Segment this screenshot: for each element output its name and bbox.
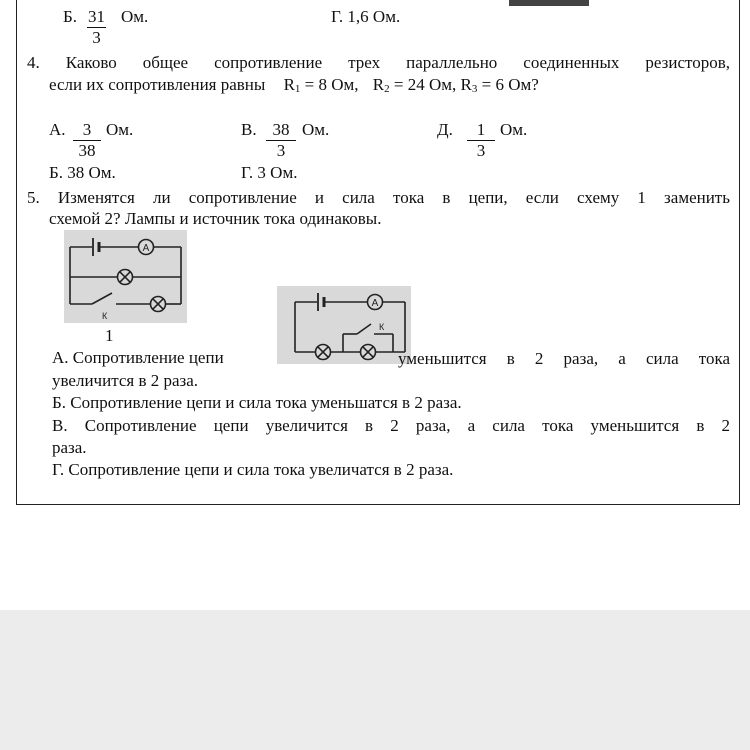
q5-answer-b: Б. Сопротивление цепи и сила тока уменьшатся в 2 раза.	[52, 393, 462, 412]
prev-answer-b-prefix: Б.	[63, 7, 78, 26]
q4-r1: $R_1 = 8$ Ом,	[283, 75, 359, 95]
fraction-numerator: 38	[266, 120, 296, 141]
q4-line2-prefix: если их сопротивления равны	[49, 75, 266, 94]
q5-answer-g: Г. Сопротивление цепи и сила тока увеличатся в 2 раза.	[52, 460, 454, 479]
q4-r2: $R_2 = 24$ Ом,	[372, 75, 457, 95]
q5-answer-a-left: А. Сопротивление цепи	[52, 348, 224, 367]
fraction-denominator: 3	[92, 28, 101, 47]
fraction-denominator: 3	[276, 141, 286, 160]
q5-answer-v-line1: В. Сопротивление цепи увеличится в 2 раза, а сила тока уменьшится в 2	[52, 416, 730, 435]
q5-answer-v-line2: раза.	[52, 438, 87, 457]
q4-answer-d-fraction	[467, 120, 495, 161]
worksheet-page	[16, 0, 740, 505]
q5-answer-a-right: уменьшится в 2 раза, а сила тока	[398, 349, 730, 368]
fraction-numerator: 31	[88, 7, 105, 26]
q4-answer-a-fraction	[73, 120, 101, 161]
q5-text-line1: 5. Изменятся ли сопротивление и сила тока в цепи, если схему 1 заменить	[27, 188, 730, 207]
circuit-scheme-2-drawing	[277, 286, 411, 364]
q4-answer-d-prefix: Д.	[437, 120, 453, 139]
fraction-numerator: 1	[467, 120, 495, 141]
circuit-scheme-1-drawing	[64, 230, 187, 323]
q4-answer-v-unit: Ом.	[302, 120, 330, 139]
prev-answer-b-unit: Ом.	[121, 7, 149, 26]
q4-answer-v-fraction	[266, 120, 296, 161]
fraction-numerator: 3	[73, 120, 101, 141]
q4-text-line1: 4. Каково общее сопротивление трех параллельно соединенных резисторов,	[27, 53, 730, 72]
fraction-denominator: 3	[476, 141, 486, 160]
q4-answer-g: Г. 3 Ом.	[241, 163, 298, 182]
q5-text-line2: схемой 2? Лампы и источник тока одинаковы.	[49, 209, 382, 228]
q4-r3: $R_3 = 6$ Ом?	[460, 75, 539, 95]
ammeter-symbol: A	[142, 243, 150, 254]
q4-answer-d-unit: Ом.	[500, 120, 528, 139]
q4-answer-a-prefix: А.	[49, 120, 66, 139]
cut-off-text	[509, 0, 589, 6]
fraction-denominator: 38	[78, 141, 96, 160]
q4-answer-b: Б. 38 Ом.	[49, 163, 116, 182]
ammeter-symbol: A	[371, 298, 379, 309]
key-symbol: К	[379, 322, 385, 332]
q4-text-line2	[49, 75, 539, 99]
background-gray-area	[0, 610, 750, 750]
q4-answer-v-prefix: В.	[241, 120, 257, 139]
prev-answer-b-fraction	[87, 7, 106, 48]
key-symbol: К	[102, 311, 108, 321]
prev-answer-g: Г. 1,6 Ом.	[331, 7, 401, 26]
q4-answer-a-unit: Ом.	[106, 120, 134, 139]
circuit-scheme-2	[277, 286, 411, 364]
q5-answer-a-cont: увеличится в 2 раза.	[52, 371, 199, 390]
circuit-scheme-1	[64, 230, 187, 323]
scheme-1-label: 1	[105, 326, 114, 345]
